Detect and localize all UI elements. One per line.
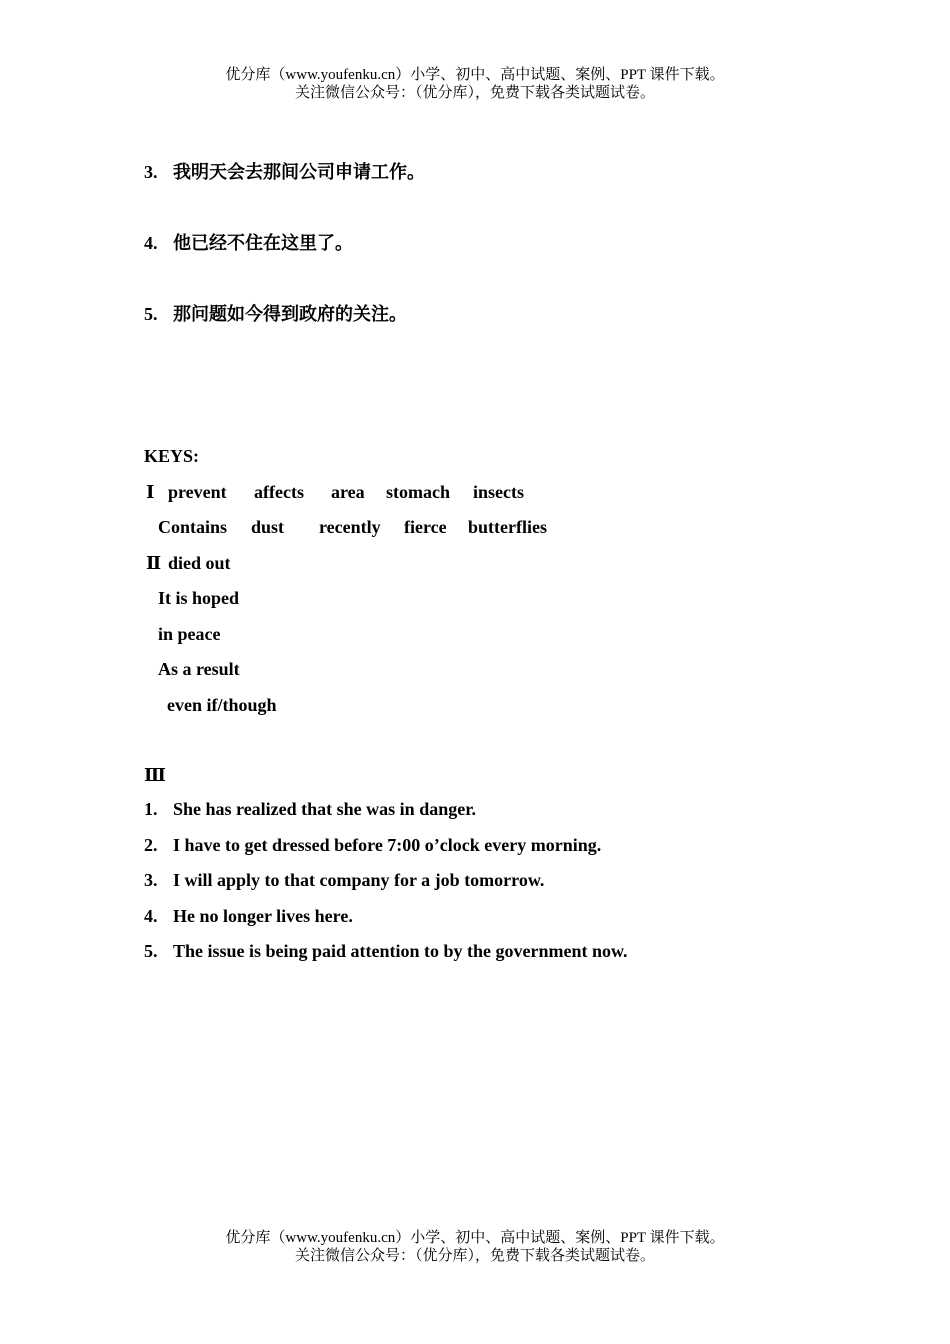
footer-line-2: 关注微信公众号：（优分库），免费下载各类试题试卷。 <box>294 1248 655 1264</box>
keys-section-2-item-3: in peace <box>158 624 221 644</box>
section-3-marker: Ⅲ <box>144 765 166 785</box>
answer-phrase: died out <box>168 553 231 573</box>
keys-title: KEYS: <box>144 446 200 466</box>
page-header <box>0 66 950 102</box>
keys-section-1-row-2 <box>158 516 547 538</box>
answer-word: Contains <box>158 517 228 537</box>
translation-item-4 <box>144 232 353 254</box>
item-number: 4. <box>144 233 158 253</box>
item-number: 2. <box>144 835 158 855</box>
item-number: 3. <box>144 870 158 890</box>
answer-word: stomach <box>386 482 450 502</box>
item-text: She has realized that she was in danger. <box>173 799 477 819</box>
section-1-marker: Ⅰ <box>146 482 155 502</box>
page-footer <box>0 1229 950 1265</box>
item-text: I will apply to that company for a job tomorrow. <box>173 870 545 890</box>
item-number: 5. <box>144 304 158 324</box>
answer-word: butterflies <box>468 517 547 537</box>
keys-section-2-item-4: As a result <box>158 659 240 679</box>
keys-section-3-item-5 <box>144 940 628 962</box>
header-line-1: 优分库（www.youfenku.cn）小学、初中、高中试题、案例、PPT 课件下载。 <box>225 67 725 83</box>
answer-word: prevent <box>168 482 227 502</box>
item-text: 我明天会去那间公司申请工作。 <box>173 162 425 182</box>
keys-section-3-item-1 <box>144 798 476 820</box>
item-text: 那问题如今得到政府的关注。 <box>173 304 407 324</box>
keys-section-3-item-4 <box>144 905 353 927</box>
keys-section-3-item-2 <box>144 834 601 856</box>
item-text: 他已经不住在这里了。 <box>173 233 353 253</box>
keys-section-3-item-3 <box>144 869 544 891</box>
keys-section-2-item-1 <box>146 552 231 574</box>
section-2-marker: Ⅱ <box>146 553 162 573</box>
answer-word: recently <box>319 517 381 537</box>
translation-item-5 <box>144 303 407 325</box>
item-number: 5. <box>144 941 158 961</box>
item-number: 3. <box>144 162 158 182</box>
item-text: I have to get dressed before 7:00 o’clock every morning. <box>173 835 602 855</box>
keys-section-2-item-5: even if/though <box>167 695 277 715</box>
footer-line-1: 优分库（www.youfenku.cn）小学、初中、高中试题、案例、PPT 课件下载。 <box>225 1230 725 1246</box>
answer-word: area <box>331 482 365 502</box>
answer-word: insects <box>473 482 524 502</box>
keys-section-2-item-2: It is hoped <box>158 588 240 608</box>
header-line-2: 关注微信公众号：（优分库），免费下载各类试题试卷。 <box>294 85 655 101</box>
answer-word: affects <box>254 482 304 502</box>
item-number: 1. <box>144 799 158 819</box>
answer-word: fierce <box>404 517 447 537</box>
item-text: He no longer lives here. <box>173 906 353 926</box>
item-text: The issue is being paid attention to by the government now. <box>173 941 628 961</box>
keys-section-1-row-1 <box>146 481 524 503</box>
item-number: 4. <box>144 906 158 926</box>
translation-item-3 <box>144 161 425 183</box>
answer-word: dust <box>251 517 285 537</box>
